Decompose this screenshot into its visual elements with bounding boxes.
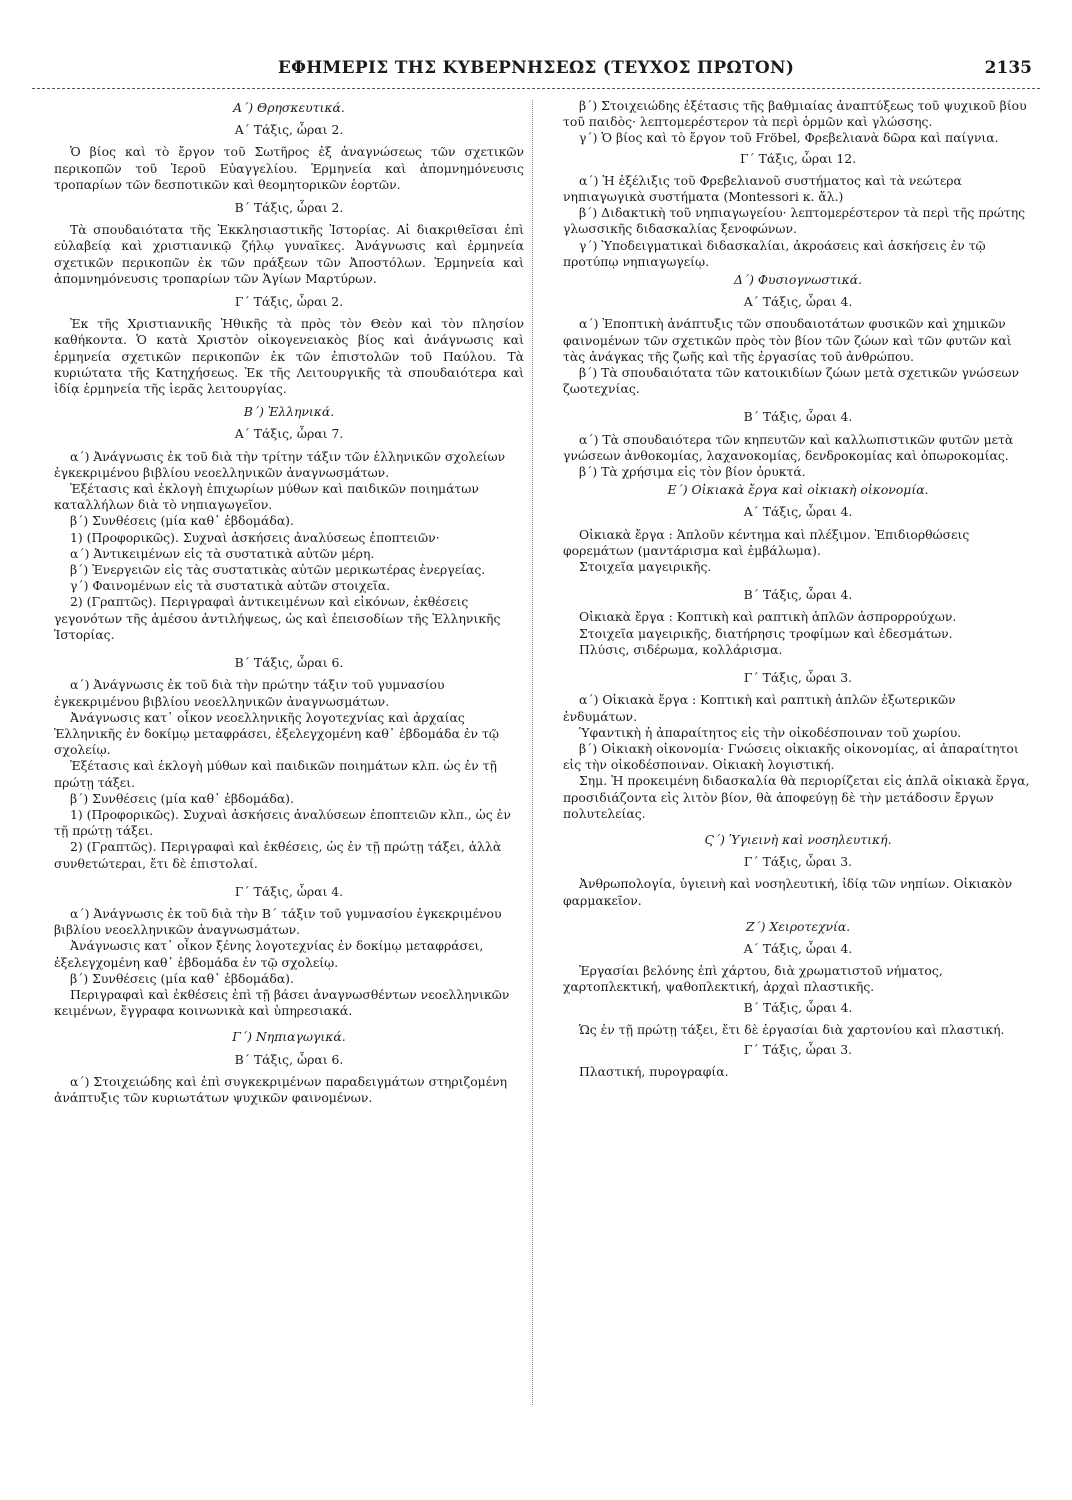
class-heading: Β΄ Τάξις, ὧραι 6. bbox=[234, 1051, 344, 1067]
class-heading: Α΄ Τάξις, ὧραι 4. bbox=[743, 294, 853, 310]
class-heading: Γ΄ Τάξις, ὧραι 12. bbox=[739, 150, 857, 166]
text-line: Ἐξέτασις καὶ ἐκλογὴ ἐπιχωρίων μύθων καὶ παιδικῶν ποιημάτων καταλλήλων διὰ τὸ νηπιαγωγεῖον. bbox=[54, 481, 479, 513]
text-line: γ΄) Ὁ βίος καὶ τὸ ἔργον τοῦ Fröbel, Φρεβελιανὰ δῶρα καὶ παίγνια. bbox=[579, 130, 999, 146]
section-title: Ϛ΄) Ὑγιεινὴ καὶ νοσηλευτική. bbox=[704, 831, 892, 847]
class-heading: Α΄ Τάξις, ὧραι 7. bbox=[234, 426, 344, 442]
text-line: 2) (Γραπτῶς). Περιγραφαὶ καὶ ἐκθέσεις, ὡς ἐν τῇ πρώτῃ τάξει, ἀλλὰ συνθετώτεραι, ἔτι δὲ ἐπιστολαί. bbox=[54, 839, 502, 871]
text-line: Στοιχεῖα μαγειρικῆς, διατήρησις τροφίμων καὶ ἐδεσμάτων. bbox=[579, 625, 953, 641]
text-line: α΄) Ἀνάγνωσις ἐκ τοῦ διὰ τὴν Β΄ τάξιν τοῦ γυμνασίου ἐγκεκριμένου βιβλίου νεοελληνικῶν ἀναγνωσμάτων. bbox=[54, 905, 502, 938]
left-column bbox=[54, 98, 524, 1106]
text-line: β΄) Ἐνεργειῶν εἰς τὰς συστατικὰς αὐτῶν μερικωτέρας ἐνεργείας. bbox=[70, 562, 486, 578]
section-title: Ε΄) Οἰκιακὰ ἔργα καὶ οἰκιακὴ οἰκονομία. bbox=[667, 482, 929, 498]
text-line: 1) (Προφορικῶς). Συχναὶ ἀσκήσεις ἀναλύσεως ἐποπτειῶν· bbox=[70, 529, 440, 545]
text-line: β΄) Τὰ σπουδαιότατα τῶν κατοικιδίων ζώων μετὰ σχετικῶν γνώσεων ζωοτεχνίας. bbox=[563, 365, 1020, 397]
text-line: γ΄) Φαινομένων εἰς τὰ συστατικὰ αὐτῶν στοιχεῖα. bbox=[70, 578, 391, 594]
class-heading: Α΄ Τάξις, ὧραι 2. bbox=[234, 122, 344, 138]
class-heading: Γ΄ Τάξις, ὧραι 2. bbox=[234, 294, 344, 310]
text-line: α΄) Ἐποπτικὴ ἀνάπτυξις τῶν σπουδαιοτάτων φυσικῶν καὶ χημικῶν φαινομένων τῶν σχετικῶν πρὸς τὸν βίον τῶν ζώων καὶ τῶν φυτῶν καὶ τὰς ἀνάγκας τῆς ζωῆς καὶ τῆς ἐργασίας τοῦ ἀνθρώπου. bbox=[563, 316, 1012, 364]
class-heading: Β΄ Τάξις, ὧραι 6. bbox=[234, 655, 344, 671]
section-title: Γ΄) Νηπιαγωγικά. bbox=[232, 1029, 346, 1045]
text-line: α΄) Ἀντικειμένων εἰς τὰ συστατικὰ αὐτῶν μέρη. bbox=[70, 545, 375, 561]
text-line: Ὑφαντικὴ ἡ ἀπαραίτητος εἰς τὴν οἰκοδέσποιναν τοῦ χωρίου. bbox=[579, 724, 962, 740]
text-line: β΄) Τὰ χρήσιμα εἰς τὸν βίον ὀρυκτά. bbox=[579, 464, 806, 480]
text-line: 2) (Γραπτῶς). Περιγραφαὶ ἀντικειμένων καὶ εἰκόνων, ἐκθέσεις γεγονότων τῆς ἀμέσου ἀντιλήψεως, ὡς καὶ ἐπεισοδίων τῆς Ἑλληνικῆς Ἱστορίας. bbox=[54, 594, 501, 642]
text-line: Ἐργασίαι βελόνης ἐπὶ χάρτου, διὰ χρωματιστοῦ νήματος, χαρτοπλεκτική, ψαθοπλεκτική, ἀρχαὶ πλαστικῆς. bbox=[563, 963, 943, 995]
page-number: 2135 bbox=[984, 58, 1032, 78]
text-line: Περιγραφαὶ καὶ ἐκθέσεις ἐπὶ τῇ βάσει ἀναγνωσθέντων νεοελληνικῶν κειμένων, ἔγγραφα κοινωνικὰ καὶ ὑπηρεσιακά. bbox=[54, 986, 510, 1019]
section-title: Α΄) Θρησκευτικά. bbox=[233, 100, 345, 115]
text-line: 1) (Προφορικῶς). Συχναὶ ἀσκήσεις ἀναλύσεων ἐποπτειῶν κλπ., ὡς ἐν τῇ πρώτῃ τάξει. bbox=[54, 806, 511, 839]
text-line: Οἰκιακὰ ἔργα : Κοπτικὴ καὶ ραπτικὴ ἁπλῶν ἀσπρορρούχων. bbox=[579, 609, 957, 625]
text-line: β΄) Συνθέσεις (μία καθ᾽ ἑβδομάδα). bbox=[70, 513, 294, 529]
text-line: α΄) Ἡ ἐξέλιξις τοῦ Φρεβελιανοῦ συστήματος καὶ τὰ νεώτερα νηπιαγωγικὰ συστήματα (Montessori κ. ἄλ.) bbox=[563, 172, 962, 205]
gazette-title: ΕΦΗΜΕΡΙΣ ΤΗΣ ΚΥΒΕΡΝΗΣΕΩΣ (ΤΕΥΧΟΣ ΠΡΩΤΟΝ) bbox=[277, 58, 795, 78]
text-line: β΄) Συνθέσεις (μία καθ᾽ ἑβδομάδα). bbox=[70, 970, 294, 986]
text-line: Στοιχεῖα μαγειρικῆς. bbox=[579, 559, 712, 575]
text-line: α΄) Στοιχειώδης καὶ ἐπὶ συγκεκριμένων παραδειγμάτων στηριζομένη ἀνάπτυξις τῶν κυριωτάτων ψυχικῶν φαινομένων. bbox=[54, 1073, 508, 1105]
paragraph: Ὁ βίος καὶ τὸ ἔργον τοῦ Σωτῆρος ἐξ ἀναγνώσεως τῶν σχετικῶν περικοπῶν τοῦ Ἱεροῦ Εὐαγγελίου. Ἑρμηνεία καὶ ἀπομνημόνευσις τροπαρίων τῶν δεσποτικῶν καὶ θεομητορικῶν ἑορτῶν. bbox=[54, 144, 524, 192]
class-heading: Γ΄ Τάξις, ὧραι 4. bbox=[234, 883, 344, 899]
text-line: Ἀνάγνωσις κατ᾽ οἶκον νεοελληνικῆς λογοτεχνίας καὶ ἀρχαίας Ἑλληνικῆς ἐν δοκίμῳ μεταφράσει, ἐξελεγχομένη καθ᾽ ἑβδομάδα ἐν τῷ σχολείῳ. bbox=[54, 709, 499, 758]
text-line: α΄) Ἀνάγνωσις ἐκ τοῦ διὰ τὴν τρίτην τάξιν τῶν ἑλληνικῶν σχολείων ἐγκεκριμένου βιβλίου νεοελληνικῶν ἀναγνωσμάτων. bbox=[54, 448, 506, 480]
section-title: Ζ΄) Χειροτεχνία. bbox=[745, 918, 851, 934]
text-line: Σημ. Ἡ προκειμένη διδασκαλία θὰ περιορίζεται εἰς ἁπλᾶ οἰκιακὰ ἔργα, προσιδιάζοντα εἰς λιτὸν βίον, θὰ ἀποφεύγῃ δὲ τὴν μετάδοσιν ἔργων πολυτελείας. bbox=[563, 773, 1030, 821]
class-heading: Β΄ Τάξις, ὧραι 4. bbox=[743, 999, 853, 1015]
class-heading: Γ΄ Τάξις, ὧραι 3. bbox=[743, 1041, 853, 1057]
class-heading: Α΄ Τάξις, ὧραι 4. bbox=[743, 504, 853, 520]
text-line: β΄) Συνθέσεις (μία καθ᾽ ἑβδομάδα). bbox=[70, 790, 294, 806]
page-header bbox=[40, 58, 1032, 84]
class-heading: Β΄ Τάξις, ὧραι 4. bbox=[743, 409, 853, 425]
text-line: β΄) Στοιχειώδης ἐξέτασις τῆς βαθμιαίας ἀναπτύξεως τοῦ ψυχικοῦ βίου τοῦ παιδὸς· λεπτομερέστερον τὰ περὶ ὁρμῶν καὶ γλώσσης. bbox=[563, 98, 1027, 130]
class-heading: Γ΄ Τάξις, ὧραι 3. bbox=[743, 670, 853, 686]
text-line: β΄) Διδακτικὴ τοῦ νηπιαγωγείου· λεπτομερέστερον τὰ περὶ τῆς πρώτης γλωσσικῆς διδασκαλίας ξενοφώνων. bbox=[563, 205, 1026, 237]
text-line: β΄) Οἰκιακὴ οἰκονομία· Γνώσεις οἰκιακῆς οἰκονομίας, αἱ ἀπαραίτητοι εἰς τὴν οἰκοδέσποιναν. Οἰκιακὴ λογιστική. bbox=[563, 740, 1019, 773]
text-line: γ΄) Ὑποδειγματικαὶ διδασκαλίαι, ἀκροάσεις καὶ ἀσκήσεις ἐν τῷ προτύπῳ νηπιαγωγείῳ. bbox=[563, 237, 986, 269]
text-line: Ὡς ἐν τῇ πρώτῃ τάξει, ἔτι δὲ ἐργασίαι διὰ χαρτονίου καὶ πλαστική. bbox=[579, 1021, 1005, 1037]
paragraph: Ἐκ τῆς Χριστιανικῆς Ἠθικῆς τὰ πρὸς τὸν Θεὸν καὶ τὸν πλησίον καθήκοντα. Ὁ κατὰ Χριστὸν οἰκογενειακὸς βίος καὶ ἀνάγνωσις καὶ ἑρμηνεία σχετικῶν περικοπῶν ἐκ τῶν ἐπιστολῶν τοῦ Παύλου. Τὰ κυριώτατα τῆς Κατηχήσεως. Ἐκ τῆς Λειτουργικῆς τὰ σπουδαιότερα καὶ ἰδίᾳ ἑρμηνεία τῆς ἱερᾶς λειτουργίας. bbox=[54, 316, 524, 397]
right-column bbox=[563, 98, 1033, 1080]
text-line: Ἀνθρωπολογία, ὑγιεινὴ καὶ νοσηλευτική, ἰδίᾳ τῶν νηπίων. Οἰκιακὸν φαρμακεῖον. bbox=[563, 876, 1013, 908]
text-line: Πλαστική, πυρογραφία. bbox=[579, 1064, 729, 1080]
text-line: α΄) Ἀνάγνωσις ἐκ τοῦ διὰ τὴν πρώτην τάξιν τοῦ γυμνασίου ἐγκεκριμένου βιβλίου νεοελληνικῶν ἀναγνωσμάτων. bbox=[54, 677, 445, 709]
text-line: Πλύσις, σιδέρωμα, κολλάρισμα. bbox=[579, 641, 783, 657]
text-line: α΄) Τὰ σπουδαιότερα τῶν κηπευτῶν καὶ καλλωπιστικῶν φυτῶν μετὰ γνώσεων ἀνθοκομίας, λαχανοκομίας, δενδροκομίας καὶ ὀπωροκομίας. bbox=[563, 431, 1014, 463]
class-heading: Β΄ Τάξις, ὧραι 2. bbox=[234, 200, 344, 216]
section-title: Β΄) Ἑλληνικά. bbox=[243, 404, 335, 420]
text-line: Ἐξέτασις καὶ ἐκλογὴ μύθων καὶ παιδικῶν ποιημάτων κλπ. ὡς ἐν τῇ πρώτῃ τάξει. bbox=[54, 758, 497, 790]
header-rule bbox=[32, 88, 1040, 89]
text-line: α΄) Οἰκιακὰ ἔργα : Κοπτικὴ καὶ ραπτικὴ ἁπλῶν ἐξωτερικῶν ἐνδυμάτων. bbox=[563, 692, 956, 724]
class-heading: Γ΄ Τάξις, ὧραι 3. bbox=[743, 854, 853, 870]
class-heading: Β΄ Τάξις, ὧραι 4. bbox=[743, 587, 853, 603]
column-divider bbox=[532, 100, 533, 1405]
paragraph: Τὰ σπουδαιότατα τῆς Ἐκκλησιαστικῆς Ἱστορίας. Αἱ διακριθεῖσαι ἐπὶ εὐλαβείᾳ καὶ χριστιανικῷ ζήλῳ γυναῖκες. Ἀνάγνωσις καὶ ἑρμηνεία σχετικῶν περικοπῶν ἐκ τῶν πράξεων τῶν Ἀποστόλων. Ἑρμηνεία καὶ ἀπομνημόνευσις τροπαρίων τῶν Ἁγίων Μαρτύρων. bbox=[54, 222, 524, 286]
text-line: Ἀνάγνωσις κατ᾽ οἶκον ξένης λογοτεχνίας ἐν δοκίμῳ μεταφράσει, ἐξελεγχομένη καθ᾽ ἑβδομάδα ἐν τῷ σχολείῳ. bbox=[54, 938, 484, 970]
text-line: Οἰκιακὰ ἔργα : Ἁπλοῦν κέντημα καὶ πλέξιμον. Ἐπιδιορθώσεις φορεμάτων (μαντάρισμα καὶ ἐμβάλωμα). bbox=[563, 526, 970, 558]
class-heading: Α΄ Τάξις, ὧραι 4. bbox=[743, 940, 853, 956]
section-title: Δ΄) Φυσιογνωστικά. bbox=[733, 272, 863, 288]
